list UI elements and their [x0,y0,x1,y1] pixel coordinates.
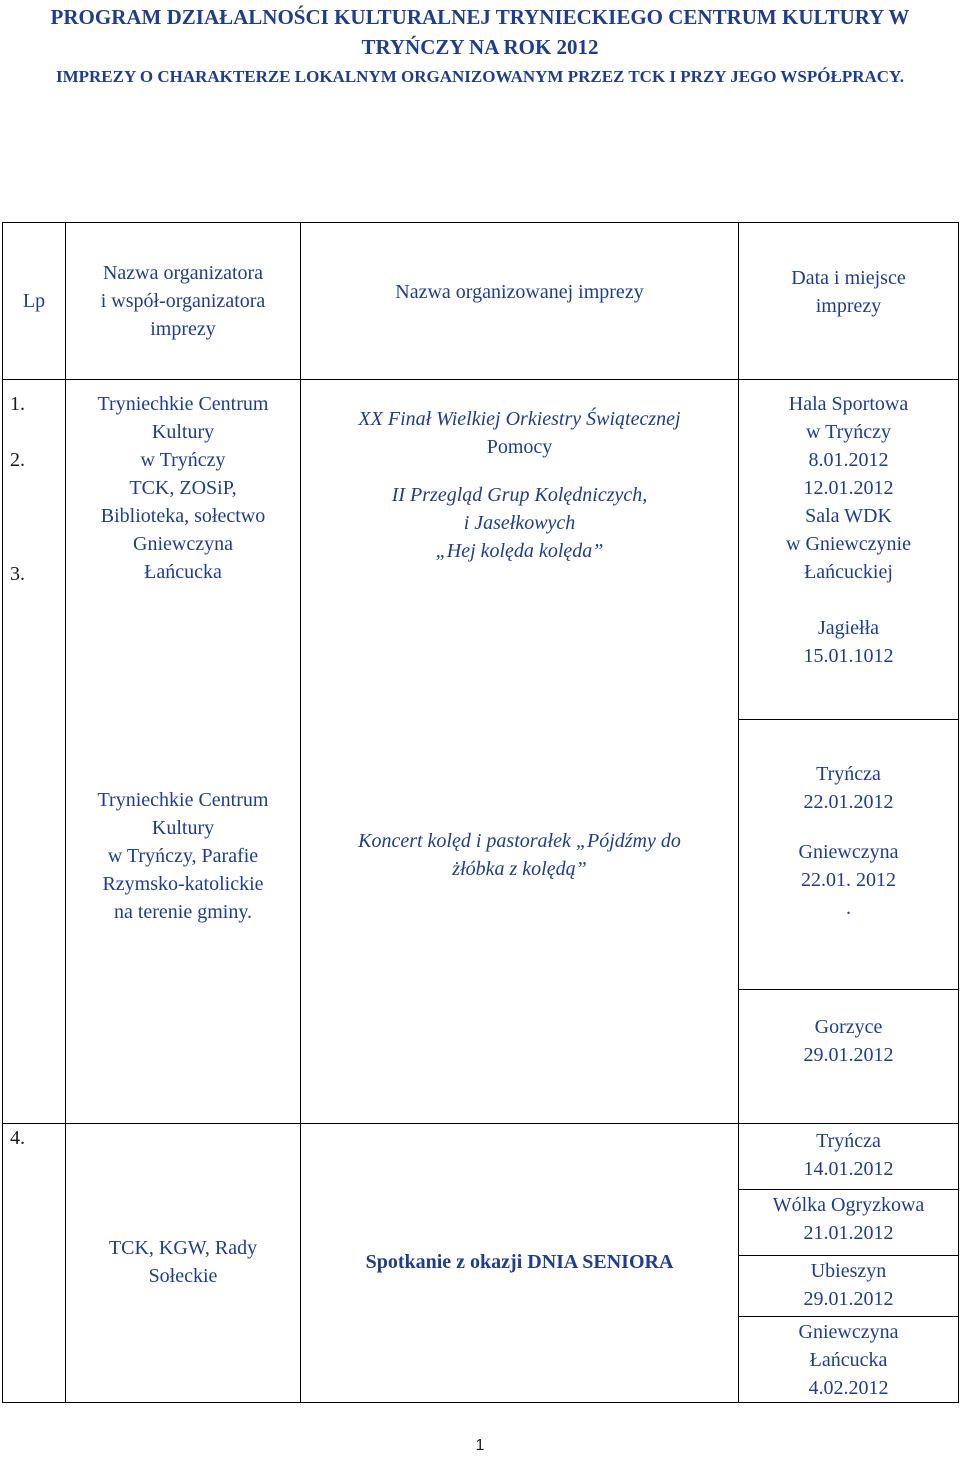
header-lp: Lp [22,289,46,312]
row1-date-place: Hala Sportowa w Tryńczy 8.01.2012 12.01.2012 Sala WDK w Gniewczynie Łańcuckiej Jagiełła 15.01.1012 [786,393,911,667]
row4-lp: 4. [10,1127,25,1149]
row1-organizer: Tryniechkie Centrum Kultury w Tryńczy TCK, ZOSiP, Biblioteka, sołectwo Gniewczyna Łańcucka [97,393,269,583]
title-line-1: PROGRAM DZIAŁALNOŚCI KULTURALNEJ TRYNIECKIEGO CENTRUM KULTURY W TRYŃCZY NA ROK 2012 [50,5,910,59]
document-subtitle [0,62,960,92]
row1-events: XX Finał Wielkiej Orkiestry Świątecznej Pomocy II Przegląd Grup Kolędniczych, i Jasełkowych „Hej kolęda kolęda” [358,408,681,562]
row4-date-2: Wólka Ogryzkowa 21.01.2012 [772,1194,925,1244]
row2-organizer: Tryniechkie Centrum Kultury w Tryńczy, Parafie Rzymsko-katolickie na terenie gminy. [97,789,269,923]
document-title [0,2,960,62]
row4-date-4: Gniewczyna Łańcucka 4.02.2012 [798,1321,899,1399]
row2-date-place-extra: Gorzyce 29.01.2012 [803,1016,894,1066]
row4-date-3: Ubieszyn 29.01.2012 [803,1260,894,1310]
page-number: 1 [475,1437,485,1454]
header-event: Nazwa organizowanej imprezy [395,281,644,303]
row4-date-1: Tryńcza 14.01.2012 [803,1130,894,1180]
header-date-place: Data i miejsce imprezy [791,266,906,317]
row2-date-place: Tryńcza 22.01.2012 Gniewczyna 22.01. 2012 . [798,763,899,919]
row1-lp: 1. 2. 3. [10,393,25,585]
header-organizer: Nazwa organizatora i współ-organizatora imprezy [100,261,266,340]
title-line-2: IMPREZY O CHARAKTERZE LOKALNYM ORGANIZOWANYM PRZEZ TCK I PRZY JEGO WSPÓŁPRACY. [55,67,905,86]
row2-event: Koncert kolęd i pastorałek „Pójdźmy do żłóbka z kolędą” [358,830,681,880]
row4-event: Spotkanie z okazji DNIA SENIORA [365,1251,674,1273]
row4-organizer: TCK, KGW, Rady Sołeckie [108,1237,258,1287]
